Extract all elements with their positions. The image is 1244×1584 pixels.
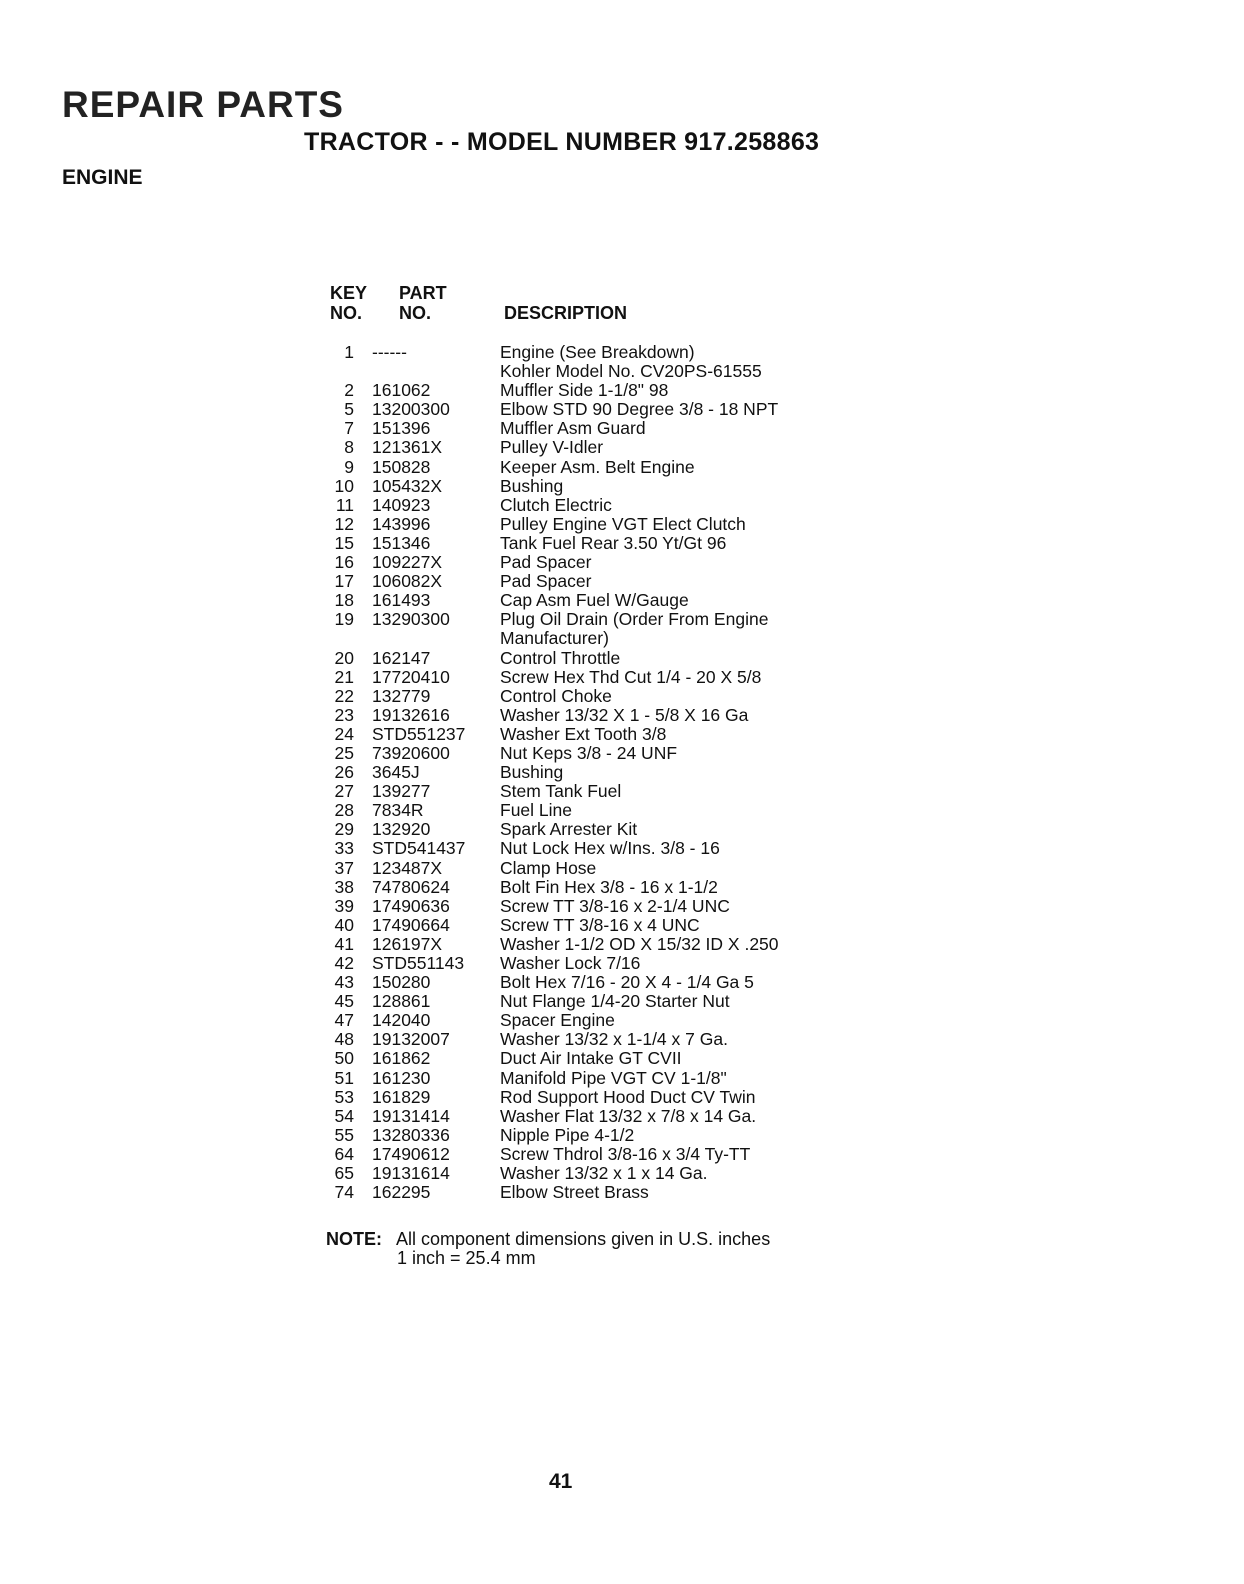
model-subtitle: TRACTOR - - MODEL NUMBER 917.258863 bbox=[304, 128, 820, 156]
part-description bbox=[500, 438, 603, 457]
description-line: Nipple Pipe 4-1/2 bbox=[500, 1124, 635, 1145]
key-number: 39 bbox=[334, 895, 354, 916]
part-row bbox=[326, 1183, 846, 1202]
key-number: 42 bbox=[334, 953, 354, 973]
parts-table-header bbox=[330, 283, 830, 329]
part-description bbox=[500, 935, 779, 954]
part-number: 19132616 bbox=[372, 704, 450, 725]
key-number: 17 bbox=[334, 571, 354, 592]
part-description bbox=[500, 992, 730, 1011]
part-number: 3645J bbox=[372, 762, 420, 783]
part-description bbox=[500, 381, 668, 400]
part-description bbox=[500, 801, 572, 820]
part-row bbox=[326, 572, 846, 591]
description-line: Plug Oil Drain (Order From Engine bbox=[500, 609, 769, 630]
part-number: 132920 bbox=[372, 819, 431, 840]
part-row bbox=[326, 381, 846, 400]
key-number: 37 bbox=[334, 857, 354, 878]
part-description bbox=[500, 1030, 728, 1049]
key-number: 7 bbox=[344, 418, 354, 439]
part-row bbox=[326, 801, 846, 820]
part-number: 128861 bbox=[372, 991, 431, 1012]
part-row bbox=[326, 458, 846, 477]
part-number: 13280336 bbox=[372, 1124, 450, 1145]
part-description bbox=[500, 1049, 682, 1068]
part-description bbox=[500, 744, 677, 763]
part-number: 19131414 bbox=[372, 1105, 450, 1126]
part-number: 19132007 bbox=[372, 1029, 450, 1050]
part-description bbox=[500, 400, 778, 419]
part-number: 17490612 bbox=[372, 1143, 450, 1164]
description-line: Washer 13/32 x 1-1/4 x 7 Ga. bbox=[500, 1029, 728, 1050]
part-number: STD551237 bbox=[372, 723, 466, 744]
part-description bbox=[500, 553, 591, 572]
description-line-2: Manufacturer) bbox=[500, 628, 609, 649]
key-number: 45 bbox=[334, 991, 354, 1012]
key-number: 51 bbox=[334, 1067, 354, 1088]
part-row bbox=[326, 610, 846, 648]
part-description bbox=[500, 916, 700, 935]
note-label: NOTE: bbox=[326, 1229, 382, 1249]
part-description bbox=[500, 1069, 727, 1088]
description-line: Washer Lock 7/16 bbox=[500, 953, 641, 973]
page-title: REPAIR PARTS bbox=[62, 84, 344, 125]
part-number: 143996 bbox=[372, 513, 431, 534]
key-number: 65 bbox=[334, 1163, 354, 1184]
key-number: 9 bbox=[344, 456, 354, 477]
part-number: STD541437 bbox=[372, 838, 466, 859]
description-line: Pad Spacer bbox=[500, 552, 592, 573]
part-row bbox=[326, 1088, 846, 1107]
part-row bbox=[326, 1011, 846, 1030]
part-description bbox=[500, 954, 640, 973]
description-line: Elbow STD 90 Degree 3/8 - 18 NPT bbox=[500, 399, 779, 420]
part-number: 121361X bbox=[372, 437, 443, 458]
description-line: Bolt Fin Hex 3/8 - 16 x 1-1/2 bbox=[500, 876, 718, 897]
part-number: 139277 bbox=[372, 781, 431, 802]
part-description bbox=[500, 1088, 756, 1107]
key-number: 41 bbox=[334, 933, 354, 954]
part-number: 73920600 bbox=[372, 742, 450, 763]
part-number: 17490664 bbox=[372, 914, 450, 935]
key-number: 26 bbox=[334, 762, 354, 783]
part-number: 19131614 bbox=[372, 1163, 450, 1184]
description-line: Manifold Pipe VGT CV 1-1/8" bbox=[500, 1067, 727, 1088]
part-number: 150280 bbox=[372, 972, 431, 993]
part-description bbox=[500, 1107, 756, 1126]
key-number: 5 bbox=[344, 399, 354, 420]
part-row bbox=[326, 553, 846, 572]
part-row bbox=[326, 782, 846, 801]
part-description bbox=[500, 534, 726, 553]
part-row bbox=[326, 477, 846, 496]
description-line: Spark Arrester Kit bbox=[500, 819, 638, 840]
description-line: Washer Flat 13/32 x 7/8 x 14 Ga. bbox=[500, 1105, 757, 1126]
part-description bbox=[500, 1126, 634, 1145]
key-number: 28 bbox=[334, 800, 354, 821]
key-number: 25 bbox=[334, 742, 354, 763]
part-row bbox=[326, 687, 846, 706]
key-number: 64 bbox=[334, 1143, 354, 1164]
part-description bbox=[500, 878, 718, 897]
part-row bbox=[326, 400, 846, 419]
description-line: Washer Ext Tooth 3/8 bbox=[500, 723, 667, 744]
key-number: 40 bbox=[334, 914, 354, 935]
part-description bbox=[500, 458, 695, 477]
key-number: 1 bbox=[344, 342, 354, 362]
key-no-header bbox=[330, 283, 367, 323]
part-row bbox=[326, 534, 846, 553]
description-line: Pad Spacer bbox=[500, 571, 592, 592]
part-description bbox=[500, 515, 746, 534]
description-line: Nut Lock Hex w/Ins. 3/8 - 16 bbox=[500, 838, 720, 859]
part-description bbox=[500, 782, 621, 801]
key-number: 54 bbox=[334, 1105, 354, 1126]
key-number: 53 bbox=[334, 1086, 354, 1107]
description-header: DESCRIPTION bbox=[504, 303, 628, 323]
part-number: 161493 bbox=[372, 590, 431, 611]
description-line: Control Throttle bbox=[500, 647, 621, 668]
part-description bbox=[500, 610, 768, 648]
description-line: Keeper Asm. Belt Engine bbox=[500, 456, 695, 477]
part-row bbox=[326, 1069, 846, 1088]
key-number: 27 bbox=[334, 781, 354, 802]
part-number: 142040 bbox=[372, 1010, 431, 1031]
part-row bbox=[326, 706, 846, 725]
part-number: 150828 bbox=[372, 456, 431, 477]
key-number: 2 bbox=[344, 380, 354, 401]
description-line: Nut Flange 1/4-20 Starter Nut bbox=[500, 991, 730, 1012]
part-row bbox=[326, 897, 846, 916]
part-row bbox=[326, 935, 846, 954]
key-number: 47 bbox=[334, 1010, 354, 1031]
part-row bbox=[326, 649, 846, 668]
part-number: ------ bbox=[372, 342, 407, 362]
part-number: 74780624 bbox=[372, 876, 450, 897]
key-number: 11 bbox=[335, 494, 354, 515]
description-line: Bolt Hex 7/16 - 20 X 4 - 1/4 Ga 5 bbox=[500, 972, 754, 993]
part-description bbox=[500, 572, 591, 591]
part-row bbox=[326, 1126, 846, 1145]
description-line: Screw Hex Thd Cut 1/4 - 20 X 5/8 bbox=[500, 666, 762, 687]
part-number: 106082X bbox=[372, 571, 443, 592]
part-row bbox=[326, 859, 846, 878]
part-description bbox=[500, 343, 762, 381]
part-row bbox=[326, 763, 846, 782]
part-number: 161230 bbox=[372, 1067, 431, 1088]
key-number: 20 bbox=[334, 647, 354, 668]
part-description bbox=[500, 706, 748, 725]
part-row bbox=[326, 1145, 846, 1164]
part-row bbox=[326, 725, 846, 744]
description-line: Tank Fuel Rear 3.50 Yt/Gt 96 bbox=[500, 532, 727, 553]
description-line: Duct Air Intake GT CVII bbox=[500, 1048, 682, 1069]
key-number: 23 bbox=[334, 704, 354, 725]
note-text bbox=[396, 1230, 770, 1268]
part-description bbox=[500, 820, 637, 839]
part-row bbox=[326, 1164, 846, 1183]
part-number: 140923 bbox=[372, 494, 431, 515]
part-header-line1: PART bbox=[399, 283, 447, 303]
key-number: 16 bbox=[334, 552, 354, 573]
part-description bbox=[500, 839, 720, 858]
description-line: Clamp Hose bbox=[500, 857, 597, 878]
part-row bbox=[326, 992, 846, 1011]
section-title: ENGINE bbox=[62, 166, 143, 189]
part-number: 13200300 bbox=[372, 399, 450, 420]
description-line: Control Choke bbox=[500, 685, 612, 706]
description-line: Screw TT 3/8-16 x 2-1/4 UNC bbox=[500, 895, 730, 916]
part-description bbox=[500, 897, 730, 916]
description-line: Spacer Engine bbox=[500, 1010, 615, 1031]
part-number: 17490636 bbox=[372, 895, 450, 916]
part-number: 17720410 bbox=[372, 666, 450, 687]
part-row bbox=[326, 496, 846, 515]
part-row bbox=[326, 878, 846, 897]
description-line: Bushing bbox=[500, 475, 564, 496]
key-number: 38 bbox=[334, 876, 354, 897]
part-description bbox=[500, 1183, 649, 1202]
part-number: 13290300 bbox=[372, 609, 450, 630]
part-description bbox=[500, 477, 563, 496]
description-line: Muffler Side 1-1/8" 98 bbox=[500, 380, 669, 401]
part-description bbox=[500, 668, 761, 687]
description-line: Stem Tank Fuel bbox=[500, 781, 622, 802]
part-row bbox=[326, 820, 846, 839]
key-number: 18 bbox=[334, 590, 354, 611]
key-number: 33 bbox=[334, 838, 354, 859]
part-description bbox=[500, 973, 754, 992]
part-no-header bbox=[399, 283, 447, 323]
part-number: 123487X bbox=[372, 857, 443, 878]
part-number: 161062 bbox=[372, 380, 431, 401]
description-line: Rod Support Hood Duct CV Twin bbox=[500, 1086, 756, 1107]
part-number: STD551143 bbox=[372, 953, 465, 973]
key-number: 8 bbox=[344, 437, 354, 458]
description-line: Muffler Asm Guard bbox=[500, 418, 646, 439]
part-row bbox=[326, 419, 846, 438]
part-number: 161829 bbox=[372, 1086, 431, 1107]
part-description bbox=[500, 859, 596, 878]
description-line: Engine (See Breakdown) bbox=[500, 342, 695, 362]
key-number: 15 bbox=[334, 532, 354, 553]
key-number: 50 bbox=[334, 1048, 354, 1069]
description-line: Washer 13/32 X 1 - 5/8 X 16 Ga bbox=[500, 704, 749, 725]
description-line: Cap Asm Fuel W/Gauge bbox=[500, 590, 689, 611]
part-row bbox=[326, 343, 846, 381]
part-number: 162295 bbox=[372, 1182, 431, 1203]
key-number: 43 bbox=[334, 972, 354, 993]
part-description bbox=[500, 687, 612, 706]
part-number: 7834R bbox=[372, 800, 424, 821]
part-description bbox=[500, 1164, 708, 1183]
part-row bbox=[326, 954, 846, 973]
part-row bbox=[326, 1107, 846, 1126]
note-line2: 1 inch = 25.4 mm bbox=[397, 1248, 536, 1268]
key-number: 12 bbox=[334, 513, 354, 534]
part-number: 132779 bbox=[372, 685, 431, 706]
part-description bbox=[500, 725, 666, 744]
description-line: Nut Keps 3/8 - 24 UNF bbox=[500, 742, 678, 763]
part-description bbox=[500, 419, 646, 438]
part-description bbox=[500, 496, 612, 515]
part-number: 162147 bbox=[372, 647, 431, 668]
description-line: Fuel Line bbox=[500, 800, 572, 821]
part-number: 161862 bbox=[372, 1048, 431, 1069]
part-number: 151396 bbox=[372, 418, 431, 439]
part-number: 109227X bbox=[372, 552, 443, 573]
part-description bbox=[500, 1145, 750, 1164]
key-header-line2: NO. bbox=[330, 303, 363, 323]
key-number: 19 bbox=[334, 609, 354, 630]
part-header-line2: NO. bbox=[399, 303, 432, 323]
description-line-2: Kohler Model No. CV20PS-61555 bbox=[500, 361, 762, 382]
description-line: Pulley V-Idler bbox=[500, 437, 604, 458]
part-row bbox=[326, 973, 846, 992]
description-line: Washer 13/32 x 1 x 14 Ga. bbox=[500, 1163, 708, 1184]
part-row bbox=[326, 839, 846, 858]
key-header-line1: KEY bbox=[330, 283, 368, 303]
key-number: 24 bbox=[334, 723, 354, 744]
key-number: 74 bbox=[334, 1182, 354, 1203]
note-line1: All component dimensions given in U.S. inches bbox=[396, 1229, 771, 1249]
part-row bbox=[326, 591, 846, 610]
description-line: Screw Thdrol 3/8-16 x 3/4 Ty-TT bbox=[500, 1143, 751, 1164]
part-description bbox=[500, 1011, 615, 1030]
description-line: Washer 1-1/2 OD X 15/32 ID X .250 bbox=[500, 933, 779, 954]
part-row bbox=[326, 1030, 846, 1049]
parts-list bbox=[326, 343, 846, 1202]
part-number: 126197X bbox=[372, 933, 443, 954]
part-number: 151346 bbox=[372, 532, 431, 553]
part-number: 105432X bbox=[372, 475, 443, 496]
part-row bbox=[326, 668, 846, 687]
description-line: Clutch Electric bbox=[500, 494, 612, 515]
key-number: 29 bbox=[334, 819, 354, 840]
description-line: Elbow Street Brass bbox=[500, 1182, 649, 1203]
part-description bbox=[500, 591, 689, 610]
part-row bbox=[326, 916, 846, 935]
part-description bbox=[500, 763, 563, 782]
key-number: 48 bbox=[334, 1029, 354, 1050]
description-line: Pulley Engine VGT Elect Clutch bbox=[500, 513, 746, 534]
key-number: 21 bbox=[334, 666, 354, 687]
part-row bbox=[326, 1049, 846, 1068]
key-number: 10 bbox=[334, 475, 354, 496]
page-number: 41 bbox=[549, 1470, 573, 1493]
part-row bbox=[326, 744, 846, 763]
part-row bbox=[326, 438, 846, 457]
key-number: 55 bbox=[334, 1124, 354, 1145]
part-row bbox=[326, 515, 846, 534]
description-line: Bushing bbox=[500, 762, 564, 783]
key-number: 22 bbox=[334, 685, 354, 706]
part-description bbox=[500, 649, 620, 668]
description-line: Screw TT 3/8-16 x 4 UNC bbox=[500, 914, 700, 935]
